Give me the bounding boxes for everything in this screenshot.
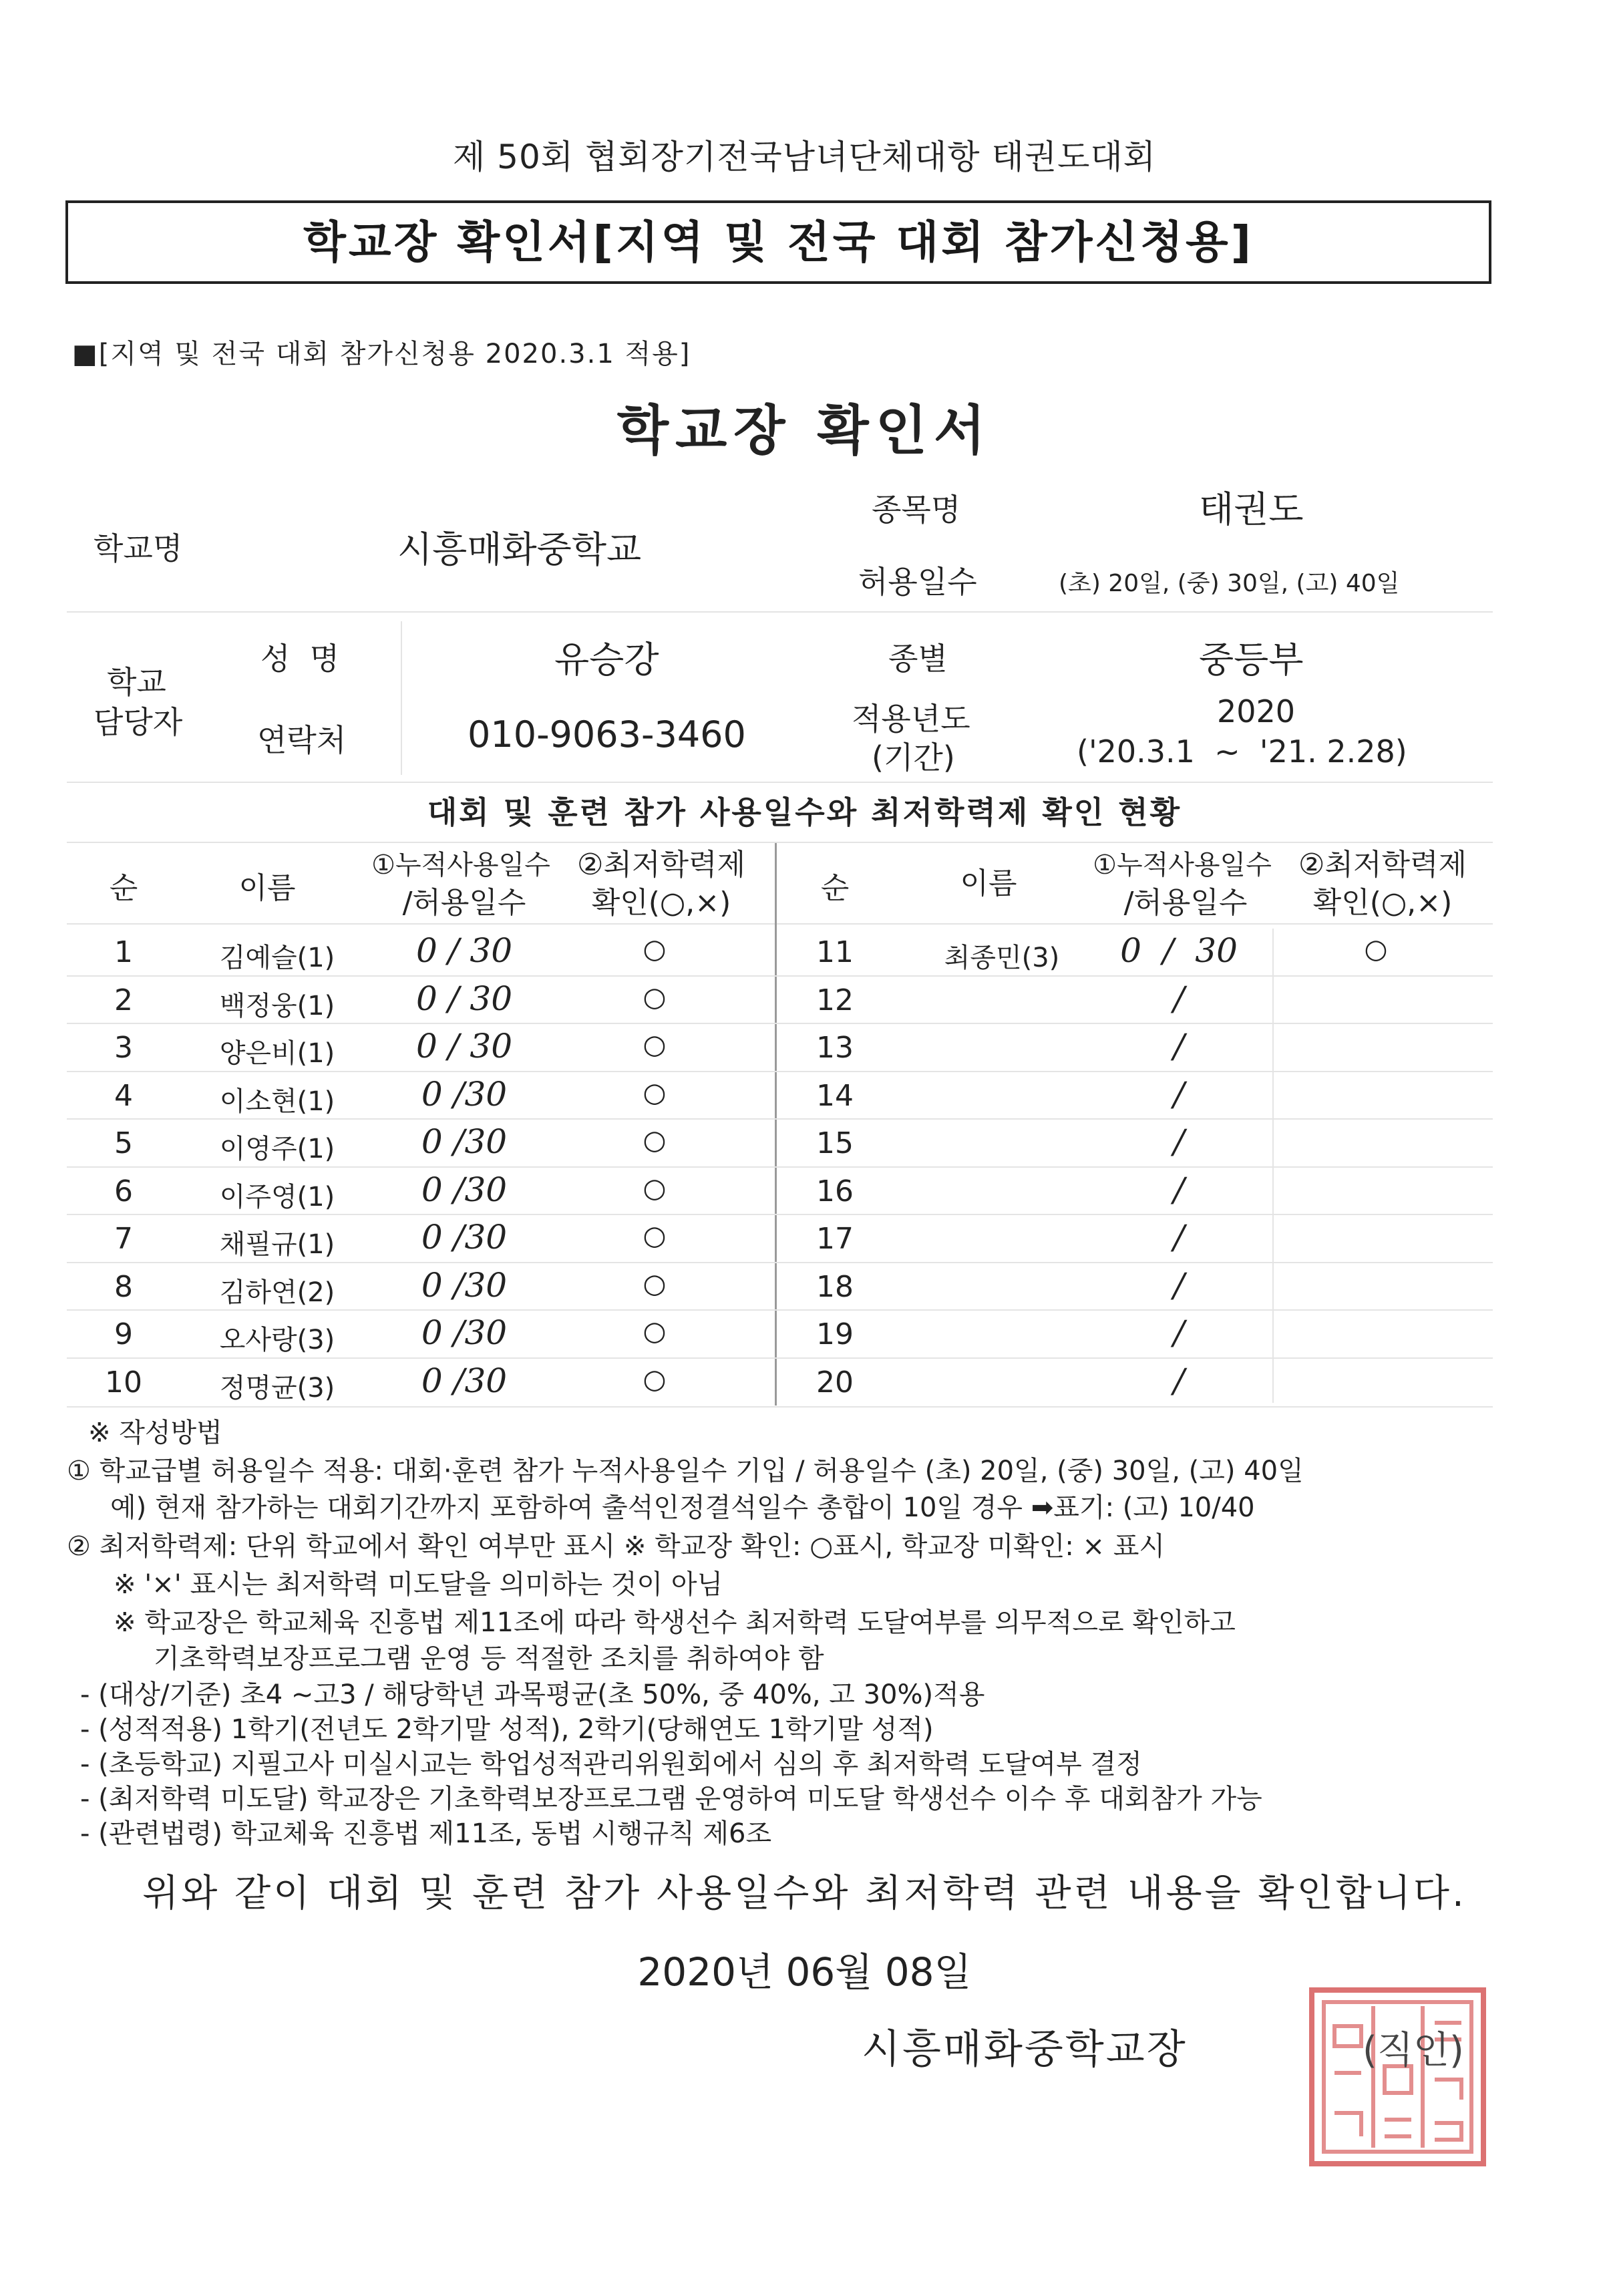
table-row-divider bbox=[67, 1166, 1493, 1168]
row-number: 3 bbox=[114, 1031, 133, 1065]
school-name-value: 시흥매화중학교 bbox=[397, 528, 642, 570]
days-used-value: 0 / 30 bbox=[415, 1027, 513, 1065]
academic-check-mark: ○ bbox=[643, 1078, 667, 1108]
table-bottom-border bbox=[67, 1406, 1493, 1408]
info-vertical-rule bbox=[401, 621, 402, 775]
row-number: 8 bbox=[114, 1270, 133, 1304]
table-row-divider bbox=[67, 1214, 1493, 1215]
table-row-divider bbox=[67, 1357, 1493, 1359]
manager-name-label: 성 명 bbox=[260, 641, 340, 677]
days-used-value: 0 /30 bbox=[421, 1170, 508, 1209]
student-name: 백정웅(1) bbox=[219, 991, 335, 1021]
note-detail: - (관련법령) 학교체육 진흥법 제11조, 동법 시행규칙 제6조 bbox=[80, 1818, 772, 1849]
table-row-divider bbox=[67, 1023, 1493, 1024]
days-used-value: / bbox=[1173, 979, 1185, 1018]
note-detail: - (성적적용) 1학기(전년도 2학기말 성적), 2학기(당해연도 1학기말 성적) bbox=[80, 1714, 934, 1745]
days-used-value: 0 /30 bbox=[421, 1361, 508, 1400]
days-used-value: / bbox=[1173, 1361, 1185, 1400]
row-number: 17 bbox=[816, 1222, 854, 1256]
year-label: 적용년도 bbox=[852, 701, 970, 737]
allowed-days-value: (초) 20일, (중) 30일, (고) 40일 bbox=[1059, 570, 1400, 597]
academic-check-mark: ○ bbox=[643, 1029, 667, 1060]
document-date: 2020년 06월 08일 bbox=[637, 1949, 972, 1995]
column-header-days: ①누적사용일수 bbox=[1093, 850, 1272, 880]
days-used-value: / bbox=[1173, 1170, 1185, 1209]
student-name: 이영주(1) bbox=[219, 1134, 335, 1164]
row-number: 16 bbox=[816, 1174, 854, 1208]
row-number: 6 bbox=[114, 1174, 133, 1208]
table-row-divider bbox=[67, 975, 1493, 977]
note-item: ※ '×' 표시는 최저학력 미도달을 의미하는 것이 아님 bbox=[114, 1569, 723, 1600]
manager-label-line1: 학교 bbox=[107, 664, 166, 700]
year-value: 2020 bbox=[1217, 693, 1296, 729]
student-name: 김하연(2) bbox=[219, 1277, 335, 1308]
note-detail: - (최저학력 미도달) 학교장은 기초학력보장프로그램 운영하여 미도달 학생선수 이수 후 대회참가 가능 bbox=[80, 1784, 1262, 1814]
academic-check-mark: ○ bbox=[643, 1220, 667, 1251]
column-header-check: ②최저학력제 bbox=[1298, 848, 1467, 882]
row-number: 2 bbox=[114, 983, 133, 1017]
days-used-value: / bbox=[1173, 1122, 1185, 1161]
row-number: 11 bbox=[816, 935, 854, 969]
seal-pattern bbox=[1314, 1993, 1481, 2161]
row-number: 1 bbox=[114, 935, 133, 969]
allowed-days-label: 허용일수 bbox=[858, 564, 977, 600]
student-name: 양은비(1) bbox=[219, 1038, 335, 1069]
row-number: 14 bbox=[816, 1079, 854, 1113]
days-used-value: 0 /30 bbox=[421, 1266, 508, 1305]
period-label: (기간) bbox=[872, 740, 955, 776]
days-used-value: 0 /30 bbox=[421, 1218, 508, 1257]
column-header-days-sub: /허용일수 bbox=[402, 886, 526, 920]
academic-check-mark: ○ bbox=[643, 1125, 667, 1156]
row-number: 18 bbox=[816, 1270, 854, 1304]
days-used-value: 0 /30 bbox=[421, 1122, 508, 1161]
info-divider bbox=[67, 782, 1493, 783]
table-row-divider bbox=[67, 1118, 1493, 1120]
row-number: 9 bbox=[114, 1317, 133, 1351]
table-row-divider bbox=[67, 1262, 1493, 1263]
student-name: 최종민(3) bbox=[944, 943, 1060, 973]
days-used-value: 0 /30 bbox=[421, 1075, 508, 1114]
days-used-value: / bbox=[1173, 1075, 1185, 1114]
days-used-value: / bbox=[1173, 1266, 1185, 1305]
notes-title: ※ 작성방법 bbox=[88, 1418, 222, 1448]
official-seal-stamp bbox=[1309, 1987, 1486, 2166]
table-row-divider bbox=[67, 1309, 1493, 1311]
academic-check-mark: ○ bbox=[643, 982, 667, 1013]
days-used-value: / bbox=[1173, 1313, 1185, 1352]
academic-check-mark: ○ bbox=[643, 934, 667, 965]
note-detail: - (초등학교) 지필고사 미실시교는 학업성적관리위원회에서 심의 후 최저학력 도달여부 결정 bbox=[80, 1749, 1142, 1780]
table-top-border bbox=[67, 842, 1493, 843]
days-used-value: / bbox=[1173, 1027, 1185, 1065]
column-header-check: ②최저학력제 bbox=[577, 848, 745, 882]
row-number: 10 bbox=[105, 1365, 142, 1400]
table-header-border bbox=[67, 923, 1493, 925]
academic-check-mark: ○ bbox=[643, 1269, 667, 1299]
row-number: 19 bbox=[816, 1317, 854, 1351]
note-item: ① 학교급별 허용일수 적용: 대회·훈련 참가 누적사용일수 기입 / 허용일수 (초) 20일, (중) 30일, (고) 40일 bbox=[67, 1456, 1304, 1486]
academic-check-mark: ○ bbox=[1364, 934, 1388, 965]
division-value: 중등부 bbox=[1199, 639, 1304, 681]
column-header-name: 이름 bbox=[960, 866, 1017, 900]
note-item: 예) 현재 참가하는 대회기간까지 포함하여 출석인정결석일수 총합이 10일 경우 ➡표기: (고) 10/40 bbox=[110, 1492, 1255, 1523]
column-header-no: 순 bbox=[109, 871, 138, 905]
division-label: 종별 bbox=[888, 641, 948, 677]
student-name: 정명균(3) bbox=[219, 1373, 335, 1404]
principal-name: 시흥매화중학교장 bbox=[862, 2026, 1188, 2073]
column-header-days-sub: /허용일수 bbox=[1123, 886, 1248, 920]
column-header-check-sub: 확인(○,×) bbox=[1312, 886, 1453, 920]
sport-label: 종목명 bbox=[872, 492, 961, 528]
row-number: 15 bbox=[816, 1126, 854, 1160]
event-title: 제 50회 협회장기전국남녀단체대항 태권도대회 bbox=[452, 138, 1156, 176]
student-name: 채필규(1) bbox=[219, 1229, 335, 1260]
row-number: 4 bbox=[114, 1079, 133, 1113]
applicability-notice: ■[지역 및 전국 대회 참가신청용 2020.3.1 적용] bbox=[72, 339, 691, 369]
academic-check-mark: ○ bbox=[643, 1173, 667, 1204]
table-center-divider bbox=[775, 843, 777, 1406]
days-used-value: 0 / 30 bbox=[415, 931, 513, 970]
note-detail: - (대상/기준) 초4 ~고3 / 해당학년 과목평균(초 50%, 중 40%, 고 30%)적용 bbox=[80, 1679, 985, 1710]
document-title-box: 학교장 확인서[지역 및 전국 대회 참가신청용] bbox=[65, 200, 1491, 284]
row-number: 20 bbox=[816, 1365, 854, 1400]
student-name: 오사랑(3) bbox=[219, 1325, 335, 1355]
info-divider bbox=[67, 611, 1493, 613]
contact-value: 010-9063-3460 bbox=[468, 713, 746, 756]
column-header-name: 이름 bbox=[238, 871, 296, 905]
note-item: ② 최저학력제: 단위 학교에서 확인 여부만 표시 ※ 학교장 확인: ○표시, 학교장 미확인: × 표시 bbox=[67, 1531, 1166, 1562]
student-name: 이주영(1) bbox=[219, 1182, 335, 1212]
table-column-rule bbox=[1272, 929, 1274, 1403]
main-title: 학교장 확인서 bbox=[616, 399, 993, 462]
student-name: 김예슬(1) bbox=[219, 943, 335, 973]
confirmation-statement: 위와 같이 대회 및 훈련 참가 사용일수와 최저학력 관련 내용을 확인합니다. bbox=[142, 1872, 1467, 1915]
note-item: 기초학력보장프로그램 운영 등 적절한 조치를 취하여야 함 bbox=[154, 1643, 824, 1674]
manager-name-value: 유승강 bbox=[554, 639, 659, 681]
sport-value: 태권도 bbox=[1199, 488, 1304, 530]
row-number: 7 bbox=[114, 1222, 133, 1256]
column-header-days: ①누적사용일수 bbox=[371, 850, 550, 880]
status-table-heading: 대회 및 훈련 참가 사용일수와 최저학력제 확인 현황 bbox=[427, 794, 1182, 830]
row-number: 5 bbox=[114, 1126, 133, 1160]
academic-check-mark: ○ bbox=[643, 1316, 667, 1347]
days-used-value: / bbox=[1173, 1218, 1185, 1257]
days-used-value: 0 / 30 bbox=[1120, 931, 1238, 970]
seal-label: (직인) bbox=[1363, 2029, 1464, 2072]
contact-label: 연락처 bbox=[257, 722, 347, 758]
column-header-no: 순 bbox=[820, 871, 850, 905]
row-number: 12 bbox=[816, 983, 854, 1017]
school-name-label: 학교명 bbox=[94, 530, 183, 566]
table-row-divider bbox=[67, 1071, 1493, 1072]
column-header-check-sub: 확인(○,×) bbox=[591, 886, 731, 920]
note-item: ※ 학교장은 학교체육 진흥법 제11조에 따라 학생선수 최저학력 도달여부를 의무적으로 확인하고 bbox=[114, 1607, 1236, 1638]
days-used-value: 0 / 30 bbox=[415, 979, 513, 1018]
manager-label-line2: 담당자 bbox=[94, 704, 183, 740]
row-number: 13 bbox=[816, 1031, 854, 1065]
student-name: 이소현(1) bbox=[219, 1086, 335, 1117]
period-value: ('20.3.1 ~ '21. 2.28) bbox=[1077, 733, 1407, 770]
days-used-value: 0 /30 bbox=[421, 1313, 508, 1352]
academic-check-mark: ○ bbox=[643, 1364, 667, 1395]
